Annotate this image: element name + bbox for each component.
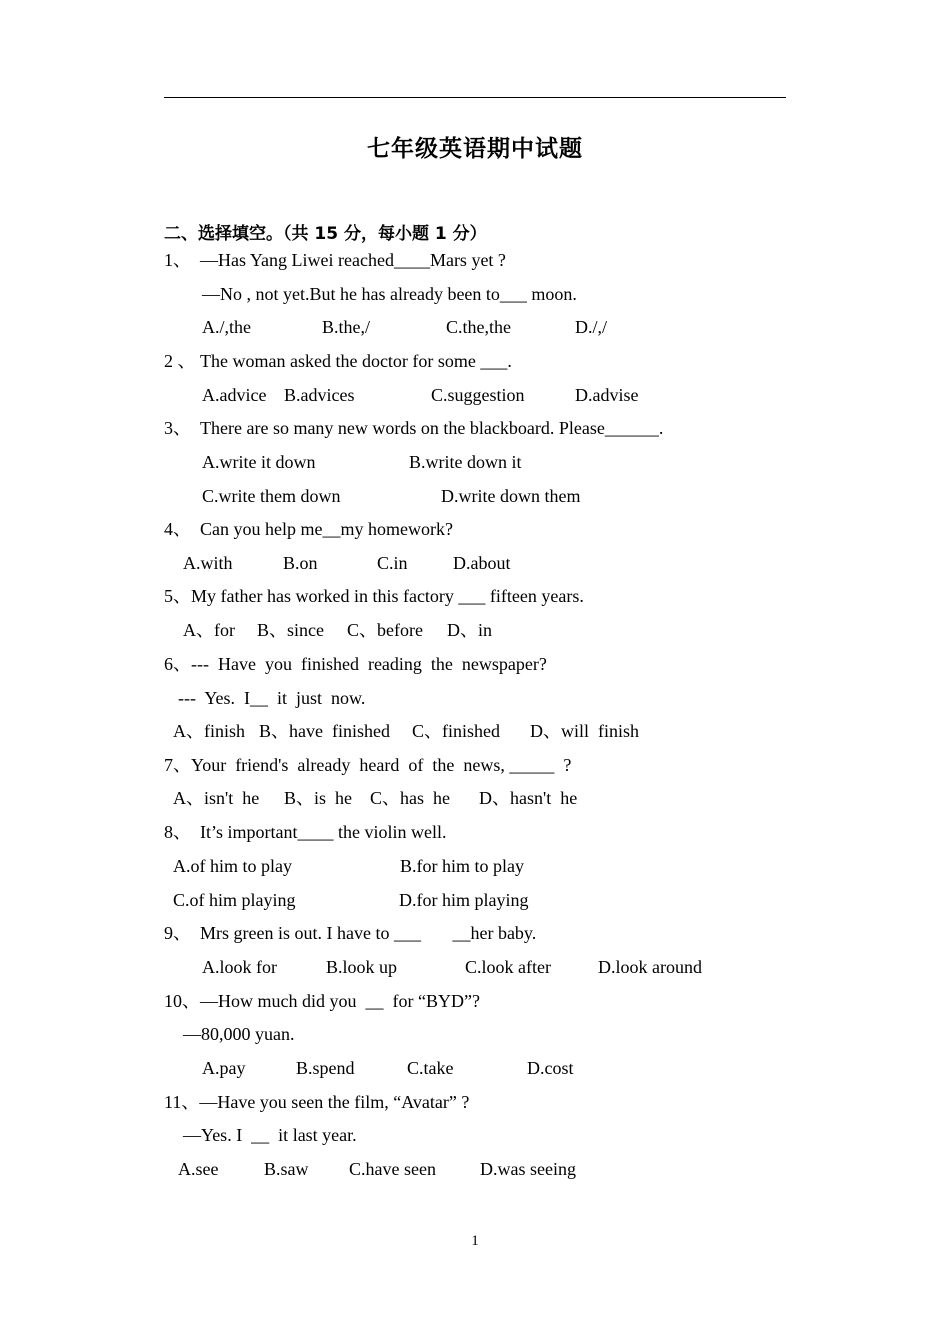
option-c: C、before xyxy=(347,620,423,640)
option-c: C.the,the xyxy=(446,317,511,337)
option-c: C.in xyxy=(377,553,408,573)
option-d: D、will finish xyxy=(530,721,640,741)
option-d: D.look around xyxy=(598,957,702,977)
question-5: 5、My father has worked in this factory ___ fifteen years. xyxy=(164,586,584,606)
option-b: B.write down it xyxy=(409,452,522,472)
page-title: 七年级英语期中试题 xyxy=(367,136,583,162)
option-a: A.write it down xyxy=(202,452,316,472)
option-a: A.advice xyxy=(202,385,267,405)
option-d: D.cost xyxy=(527,1058,574,1078)
option-d: D、hasn't he xyxy=(479,788,578,808)
option-c: C.write them down xyxy=(202,486,341,506)
option-b: B.look up xyxy=(326,957,398,977)
option-d: D.for him playing xyxy=(399,890,529,910)
question-4: 4、 Can you help me__my homework? xyxy=(164,519,453,539)
option-a: A、isn't he xyxy=(173,788,260,808)
option-b: B.spend xyxy=(296,1058,355,1078)
question-3: 3、 There are so many new words on the blackboard. Please______. xyxy=(164,418,664,438)
option-a: A.look for xyxy=(202,957,277,977)
option-a: A.of him to play xyxy=(173,856,292,876)
option-c: C、finished xyxy=(412,721,500,741)
option-b: B、have finished xyxy=(259,721,390,741)
option-a: A./,the xyxy=(202,317,251,337)
option-c: C.of him playing xyxy=(173,890,296,910)
question-1-dialog: —No , not yet.But he has already been to___ moon. xyxy=(202,284,577,304)
question-10: 10、—How much did you __ for “BYD”? xyxy=(164,991,480,1011)
question-9: 9、 Mrs green is out. I have to ___ __her baby. xyxy=(164,923,537,943)
option-c: C.look after xyxy=(465,957,551,977)
header-rule xyxy=(164,97,786,98)
option-b: B.saw xyxy=(264,1159,309,1179)
option-d: D、in xyxy=(447,620,492,640)
option-b: B.advices xyxy=(284,385,355,405)
option-c: C、has he xyxy=(370,788,450,808)
option-a: A.with xyxy=(183,553,233,573)
option-d: D.advise xyxy=(575,385,639,405)
option-b: B.the,/ xyxy=(322,317,370,337)
option-b: B、since xyxy=(257,620,324,640)
section-heading: 二、选择填空。（共 15 分，每小题 1 分） xyxy=(164,224,487,244)
question-8: 8、 It’s important____ the violin well. xyxy=(164,822,447,842)
question-11-dialog: —Yes. I __ it last year. xyxy=(183,1125,357,1145)
question-7: 7、Your friend's already heard of the news, _____ ? xyxy=(164,755,572,775)
option-d: D./,/ xyxy=(575,317,608,337)
question-10-dialog: —80,000 yuan. xyxy=(183,1024,295,1044)
question-1: 1、 —Has Yang Liwei reached____Mars yet ? xyxy=(164,250,506,270)
option-d: D.write down them xyxy=(441,486,581,506)
question-2: 2 、 The woman asked the doctor for some ___. xyxy=(164,351,512,371)
option-d: D.was seeing xyxy=(480,1159,576,1179)
question-6: 6、--- Have you finished reading the newspaper? xyxy=(164,654,547,674)
question-11: 11、—Have you seen the film, “Avatar” ? xyxy=(164,1092,470,1112)
option-a: A、finish xyxy=(173,721,245,741)
option-a: A.see xyxy=(178,1159,219,1179)
option-b: B、is he xyxy=(284,788,353,808)
option-a: A.pay xyxy=(202,1058,246,1078)
option-d: D.about xyxy=(453,553,511,573)
option-a: A、for xyxy=(183,620,235,640)
page-number: 1 xyxy=(471,1233,479,1249)
option-c: C.take xyxy=(407,1058,454,1078)
option-c: C.have seen xyxy=(349,1159,436,1179)
option-b: B.for him to play xyxy=(400,856,524,876)
option-b: B.on xyxy=(283,553,318,573)
question-6-dialog: --- Yes. I__ it just now. xyxy=(178,688,366,708)
option-c: C.suggestion xyxy=(431,385,525,405)
